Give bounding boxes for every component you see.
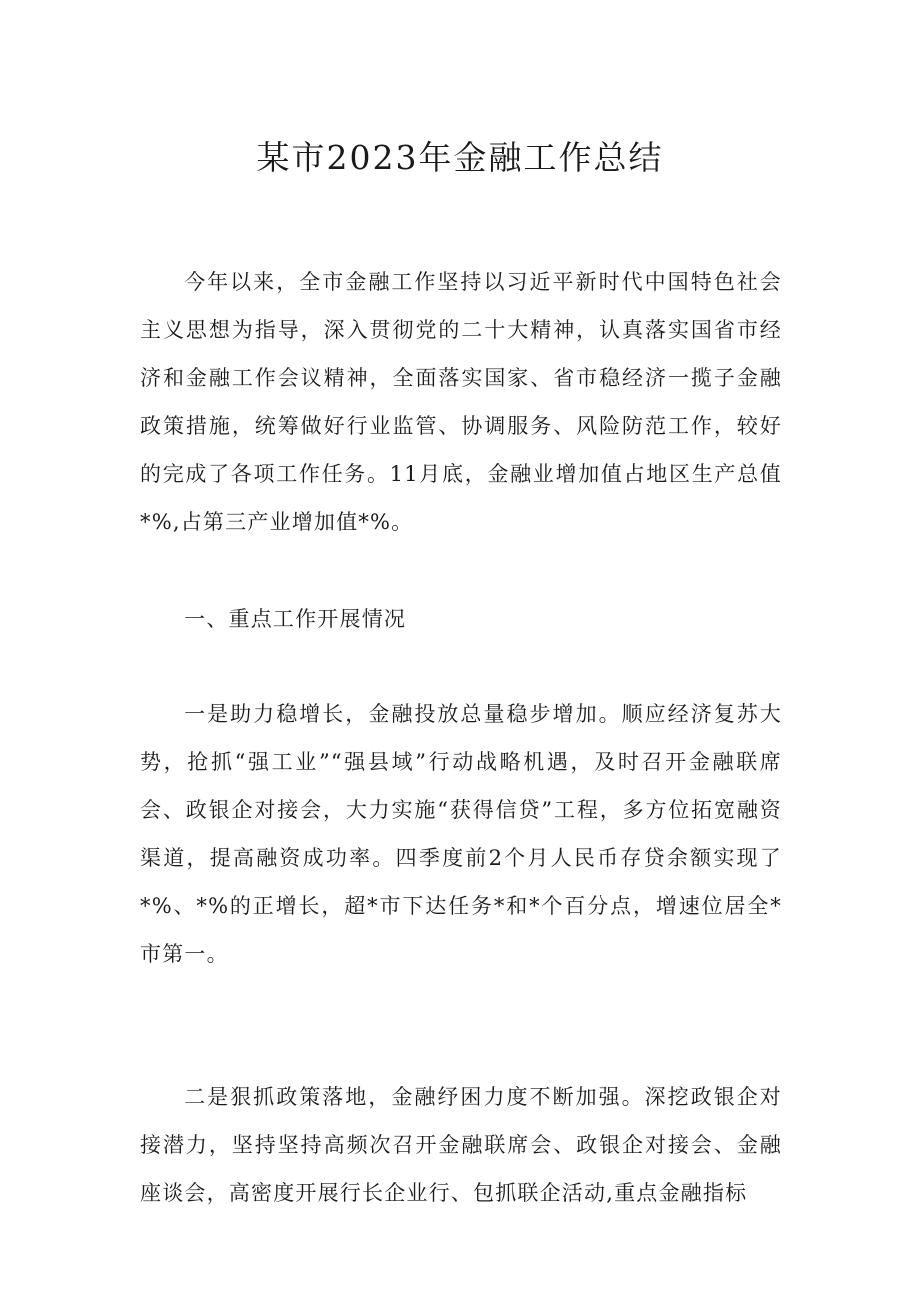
work-item-paragraph-2: 二是狠抓政策落地，金融纾困力度不断加强。深挖政银企对接潜力，坚持坚持高频次召开金融联席会、政银企对接会、金融座谈会，高密度开展行长企业行、包抓联企活动,重点金融指标	[140, 1085, 782, 1205]
document-title: 某市2023年金融工作总结	[256, 138, 664, 177]
work-item-paragraph-1: 一是助力稳增长，金融投放总量稳步增加。顺应经济复苏大势，抢抓“强工业”“强县域”行动战略机遇，及时召开金融联席会、政银企对接会，大力实施“获得信贷”工程，多方位拓宽融资渠道，提高融资成功率。四季度前2个月人民币存贷余额实现了*%、*%的正增长，超*市下达任务*和*个百分点，增速位居全*市第一。	[140, 702, 782, 966]
section-heading-1: 一、重点工作开展情况	[184, 607, 407, 631]
intro-paragraph: 今年以来，全市金融工作坚持以习近平新时代中国特色社会主义思想为指导，深入贯彻党的二十大精神，认真落实国省市经济和金融工作会议精神，全面落实国家、省市稳经济一揽子金融政策措施，统筹做好行业监管、协调服务、风险防范工作，较好的完成了各项工作任务。11月底，金融业增加值占地区生产总值*%,占第三产业增加值*%。	[140, 270, 782, 534]
